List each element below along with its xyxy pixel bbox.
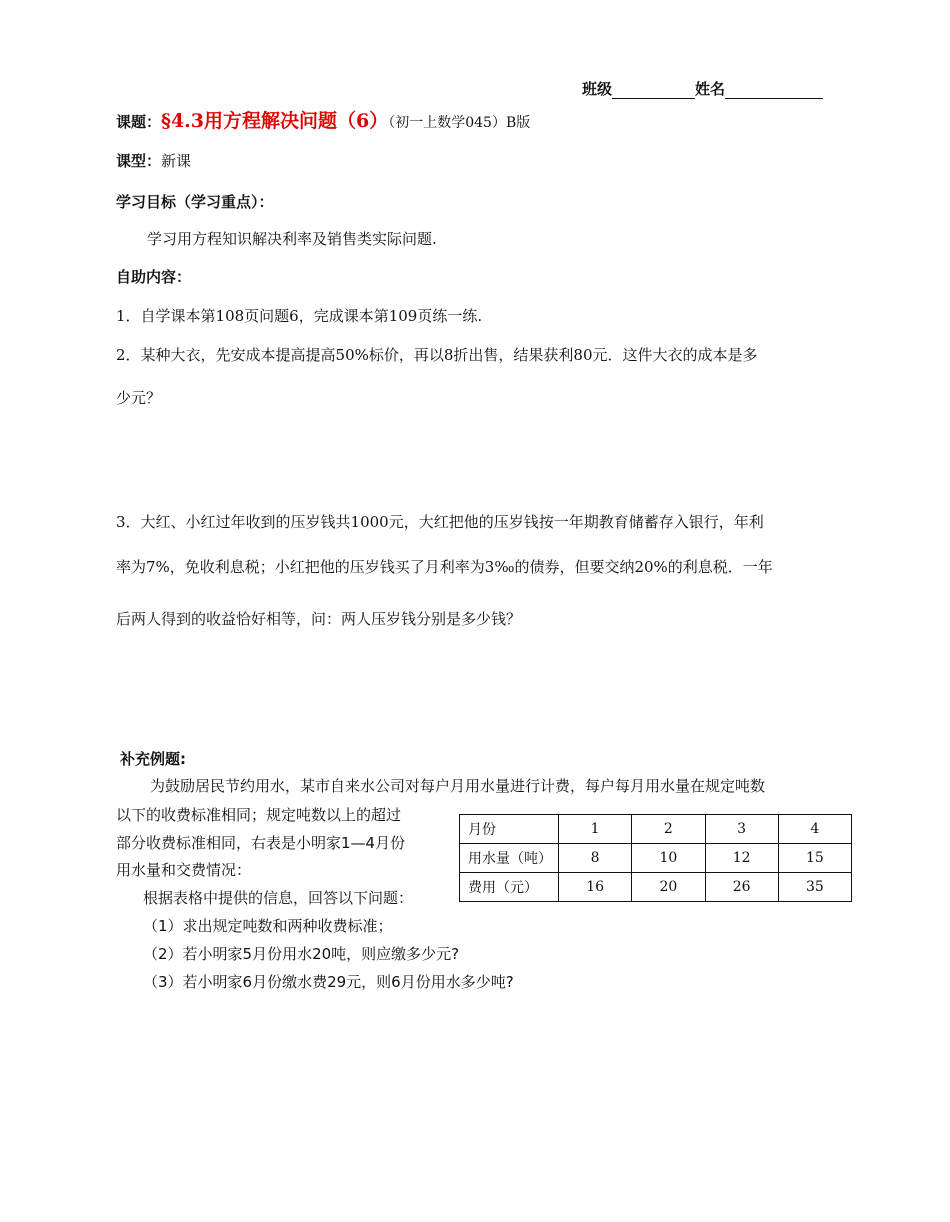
title-label: 课题： xyxy=(116,113,162,131)
self-study-item-3-line-2: 率为7%，免收利息税；小红把他的压岁钱买了月利率为3‰的债券，但要交纳20%的利息税．一年 xyxy=(116,558,773,576)
title-main: §4.3用方程解决问题（6） xyxy=(161,110,389,132)
table-header-cell: 3 xyxy=(705,815,778,844)
objectives-heading: 学习目标（学习重点）： xyxy=(116,193,274,211)
table-cell: 费用（元） xyxy=(460,873,559,902)
table-cell: 用水量（吨） xyxy=(460,844,559,873)
supplement-intro-line-4: 用水量和交费情况： xyxy=(116,861,252,879)
question-1: （1）求出规定吨数和两种收费标准； xyxy=(143,917,393,935)
self-study-item-3-line-3: 后两人得到的收益恰好相等，问：两人压岁钱分别是多少钱？ xyxy=(116,610,522,628)
table-header-cell: 月份 xyxy=(460,815,559,844)
name-label: 姓名 xyxy=(695,80,726,98)
class-blank[interactable] xyxy=(612,84,695,99)
title-suffix: （初一上数学045）B版 xyxy=(388,115,531,131)
type-value: 新课 xyxy=(161,152,192,170)
objectives-text: 学习用方程知识解决利率及销售类实际问题. xyxy=(147,230,437,248)
supplement-intro-line-3: 部分收费标准相同，右表是小明家1—4月份 xyxy=(116,834,406,852)
lesson-type xyxy=(116,150,191,171)
name-blank[interactable] xyxy=(725,84,823,99)
table-row xyxy=(460,873,852,902)
table-header-row xyxy=(460,815,852,844)
question-2: （2）若小明家5月份用水20吨，则应缴多少元? xyxy=(143,945,460,963)
table-cell: 10 xyxy=(632,844,705,873)
table-cell: 26 xyxy=(705,873,778,902)
type-label: 课型： xyxy=(116,152,162,170)
table-header-cell: 4 xyxy=(778,815,851,844)
table-cell: 16 xyxy=(559,873,632,902)
table-cell: 15 xyxy=(778,844,851,873)
class-name-line xyxy=(582,78,823,99)
class-label: 班级 xyxy=(582,80,613,98)
supplement-heading: 补充例题: xyxy=(120,750,186,768)
table-header-cell: 2 xyxy=(632,815,705,844)
supplement-intro-line-5: 根据表格中提供的信息，回答以下问题： xyxy=(143,889,414,907)
table-cell: 20 xyxy=(632,873,705,902)
supplement-intro-line-1: 为鼓励居民节约用水，某市自来水公司对每户月用水量进行计费，每户每月用水量在规定吨数 xyxy=(150,777,766,795)
self-study-item-2-line-1: 2．某种大衣，先安成本提高提高50%标价，再以8折出售，结果获利80元．这件大衣的成本是多 xyxy=(116,346,758,364)
table-row xyxy=(460,844,852,873)
lesson-title xyxy=(116,106,530,133)
self-study-heading: 自助内容： xyxy=(116,268,192,286)
table-cell: 35 xyxy=(778,873,851,902)
table-header-cell: 1 xyxy=(559,815,632,844)
self-study-item-1: 1．自学课本第108页问题6，完成课本第109页练一练. xyxy=(116,307,483,325)
water-usage-table xyxy=(459,814,852,902)
self-study-item-3-line-1: 3．大红、小红过年收到的压岁钱共1000元，大红把他的压岁钱按一年期教育储蓄存入银行，年利 xyxy=(116,513,764,531)
table-cell: 8 xyxy=(559,844,632,873)
table-cell: 12 xyxy=(705,844,778,873)
self-study-item-2-line-2: 少元？ xyxy=(116,389,162,407)
supplement-intro-line-2: 以下的收费标准相同；规定吨数以上的超过 xyxy=(116,806,402,824)
question-3: （3）若小明家6月份缴水费29元，则6月份用水多少吨? xyxy=(143,973,514,991)
